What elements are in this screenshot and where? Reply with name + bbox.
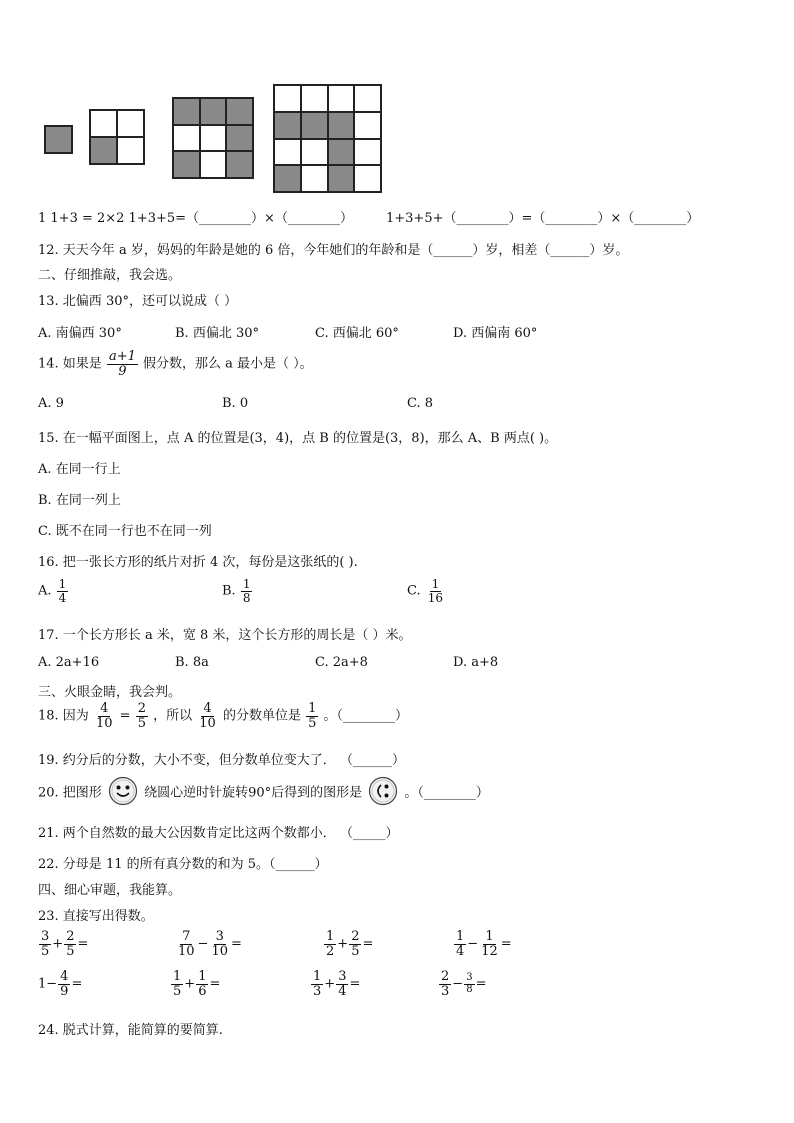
grid-cell-filled <box>173 98 200 125</box>
q18-pre: 18. 因为 <box>38 708 89 724</box>
pattern-grid-2 <box>89 109 145 165</box>
q17-option-c: C. 2a+8 <box>315 655 368 670</box>
q23-r2-1-b <box>58 970 70 998</box>
q23-stem: 23. 直接写出得数。 <box>38 909 154 924</box>
num: 1 <box>198 969 207 984</box>
q16-stem: 16. 把一张长方形的纸片对折 4 次，每份是这张纸的( ). <box>38 555 358 570</box>
equals: = <box>231 936 242 952</box>
q16-option-a <box>38 578 69 604</box>
q20-pre: 20. 把图形 <box>38 785 102 801</box>
q18-frac-2 <box>136 702 148 730</box>
q18-mid: ，所以 <box>153 708 193 724</box>
q23-r2-2-b <box>196 970 208 998</box>
operator: + <box>184 976 196 992</box>
q23-row1-item-4 <box>453 930 512 958</box>
grid-cell-filled <box>173 151 200 178</box>
q18-frac-3-den: 10 <box>199 715 216 731</box>
q14-option-a: A. 9 <box>38 396 64 411</box>
den: 4 <box>456 943 465 959</box>
grid-cell-empty <box>354 139 381 166</box>
q13-option-d: D. 西偏南 60° <box>453 326 538 341</box>
den: 5 <box>41 943 50 959</box>
den: 5 <box>351 943 360 959</box>
section-2-heading: 二、仔细推敲，我会选。 <box>38 268 182 283</box>
q18-frac-2-num: 2 <box>137 701 146 716</box>
equals: = <box>71 976 83 992</box>
q16-label-a: A. <box>38 583 52 599</box>
q16-option-b <box>222 578 253 604</box>
den: 2 <box>326 943 335 959</box>
section-4-heading: 四、细心审题，我能算。 <box>38 883 182 898</box>
q16-frac-a-den: 4 <box>58 590 67 605</box>
q17-stem: 17. 一个长方形长 a 米，宽 8 米，这个长方形的周长是（ ）米。 <box>38 628 412 643</box>
q23-row2-item-3 <box>310 970 360 998</box>
q12-text: 12. 天天今年 a 岁，妈妈的年龄是她的 6 倍，今年她们的年龄和是（______）岁，相差（______）岁。 <box>38 243 629 258</box>
q17-option-a: A. 2a+16 <box>38 655 100 670</box>
q23-r1-2-a <box>176 930 197 958</box>
q17-option-b: B. 8a <box>175 655 209 670</box>
grid-cell-empty <box>354 165 381 192</box>
operator: + <box>52 936 64 952</box>
q16-frac-c-den: 16 <box>427 590 444 605</box>
q18-frac-3-num: 4 <box>203 701 212 716</box>
grid-cell-empty <box>117 137 144 164</box>
num: 1 <box>313 969 322 984</box>
q18-frac-1-num: 4 <box>100 701 109 716</box>
pattern-grid-1 <box>44 125 73 154</box>
q15-option-a: A. 在同一行上 <box>38 462 121 477</box>
equals: = <box>77 936 89 952</box>
q16-option-c <box>407 578 446 604</box>
q14-option-c: C. 8 <box>407 396 434 411</box>
equals: = <box>209 976 221 992</box>
q22-text: 22. 分母是 11 的所有真分数的和为 5。（______） <box>38 857 328 872</box>
q13-option-b: B. 西偏北 30° <box>175 326 259 341</box>
q20-post: 。（________） <box>404 785 489 801</box>
q19-text: 19. 约分后的分数，大小不变，但分数单位变大了． （______） <box>38 753 405 768</box>
grid-cell-empty <box>274 139 301 166</box>
grid-cell-filled <box>226 151 253 178</box>
q23-row1-item-1 <box>38 930 88 958</box>
q23-row2-item-2 <box>170 970 220 998</box>
q18-frac-2-den: 5 <box>137 715 146 731</box>
equals: = <box>349 976 361 992</box>
num: 3 <box>215 929 224 944</box>
q18-frac-1-den: 10 <box>95 715 113 731</box>
grid-cell-empty <box>328 85 355 112</box>
den: 6 <box>198 983 207 999</box>
pattern-grid-4 <box>273 84 382 193</box>
grid-cell-empty <box>301 165 328 192</box>
num: 7 <box>182 929 191 944</box>
q18-stem <box>38 702 408 730</box>
q11-line-b: 1+3+5+（________）=（________）×（________） <box>386 211 700 226</box>
q23-r2-4-a <box>439 970 451 998</box>
q18-mid2: 的分数单位是 <box>222 708 301 724</box>
q23-r2-2-a <box>171 970 183 998</box>
q15-stem: 15. 在一幅平面图上，点 A 的位置是(3，4)，点 B 的位置是(3，8)，那么 A、B 两点( )。 <box>38 431 558 446</box>
num: 1 <box>456 929 465 944</box>
num: 4 <box>60 969 69 984</box>
section-3-heading: 三、火眼金睛，我会判。 <box>38 685 182 700</box>
grid-cell-filled <box>301 112 328 139</box>
q14-pre: 14. 如果是 <box>38 356 102 372</box>
q23-row2-item-1 <box>38 970 82 998</box>
q20-stem <box>38 776 489 810</box>
q20-mid: 绕圆心逆时针旋转90°后得到的图形是 <box>144 785 363 801</box>
q14-frac-numerator: a+1 <box>108 349 136 364</box>
q16-frac-b <box>241 578 253 604</box>
whole-minus: 1− <box>38 976 58 992</box>
equals: = <box>475 976 487 992</box>
q21-text: 21. 两个自然数的最大公因数肯定比这两个数都小． （_____） <box>38 826 399 841</box>
grid-cell-filled <box>274 165 301 192</box>
num: 3 <box>338 969 347 984</box>
den: 12 <box>481 943 498 959</box>
q23-r2-4-b <box>464 973 474 995</box>
den: 3 <box>441 983 450 999</box>
grid-cell-empty <box>301 85 328 112</box>
operator: − <box>467 936 479 952</box>
grid-cell-empty <box>274 85 301 112</box>
q16-frac-c-num: 1 <box>431 577 440 591</box>
q16-label-b: B. <box>222 583 236 599</box>
smiley-face-icon <box>108 776 138 810</box>
q23-r2-3-a <box>311 970 323 998</box>
q23-row1-item-2 <box>175 930 242 958</box>
q13-stem: 13. 北偏西 30°，还可以说成（ ） <box>38 294 238 309</box>
operator: + <box>337 936 349 952</box>
num: 2 <box>441 969 450 984</box>
q14-stem <box>38 350 313 378</box>
q16-frac-a-num: 1 <box>58 577 67 591</box>
q11-line-a: 1 1+3 = 2×2 1+3+5=（________）×（________） <box>38 211 353 226</box>
rotated-smiley-face-icon <box>368 776 398 810</box>
q18-frac-4-num: 1 <box>308 701 317 716</box>
grid-cell-empty <box>117 110 144 137</box>
den: 10 <box>211 943 228 959</box>
den: 5 <box>66 943 75 959</box>
pattern-grid-3 <box>172 97 254 179</box>
grid-cell-filled <box>200 98 227 125</box>
q18-frac-4 <box>306 702 318 730</box>
grid-cell-filled <box>226 98 253 125</box>
q23-r2-3-b <box>336 970 348 998</box>
num: 1 <box>485 929 494 944</box>
grid-cell-filled <box>45 126 72 153</box>
q16-frac-c <box>426 578 445 604</box>
q14-option-b: B. 0 <box>222 396 249 411</box>
q23-r1-2-b <box>209 930 230 958</box>
grid-cell-filled <box>328 112 355 139</box>
q23-r1-1-a <box>39 930 51 958</box>
grid-cell-filled <box>226 125 253 152</box>
q24-text: 24. 脱式计算，能简算的要简算. <box>38 1023 223 1038</box>
q13-option-c: C. 西偏北 60° <box>315 326 399 341</box>
num: 3 <box>466 972 473 984</box>
q16-frac-b-num: 1 <box>242 577 251 591</box>
num: 2 <box>66 929 75 944</box>
den: 8 <box>466 983 473 995</box>
q15-option-b: B. 在同一列上 <box>38 493 121 508</box>
q16-frac-a <box>57 578 69 604</box>
equals: = <box>500 936 512 952</box>
den: 5 <box>173 983 182 999</box>
q16-frac-b-den: 8 <box>242 590 251 605</box>
q18-post: 。（________） <box>323 708 409 724</box>
grid-cell-filled <box>274 112 301 139</box>
q18-frac-3 <box>197 702 218 730</box>
den: 4 <box>338 983 347 999</box>
q23-r1-1-b <box>64 930 76 958</box>
grid-cell-empty <box>173 125 200 152</box>
grid-cell-empty <box>301 139 328 166</box>
q23-r1-3-a <box>324 930 336 958</box>
q18-frac-4-den: 5 <box>308 715 317 731</box>
operator: − <box>197 936 209 952</box>
q14-post: 假分数，那么 a 最小是（ ）。 <box>143 356 313 372</box>
grid-cell-empty <box>200 125 227 152</box>
q13-option-a: A. 南偏西 30° <box>38 326 122 341</box>
q23-r1-4-b <box>479 930 500 958</box>
grid-cell-filled <box>328 139 355 166</box>
q23-r1-4-a <box>454 930 466 958</box>
equals: = <box>362 936 374 952</box>
grid-cell-filled <box>90 137 117 164</box>
grid-cell-empty <box>200 151 227 178</box>
grid-cell-empty <box>90 110 117 137</box>
q18-frac-1 <box>94 702 115 730</box>
num: 1 <box>326 929 335 944</box>
den: 9 <box>60 983 69 999</box>
q14-frac-denominator: 9 <box>118 363 127 379</box>
den: 3 <box>313 983 322 999</box>
operator: − <box>452 976 464 992</box>
q23-r1-3-b <box>349 930 361 958</box>
grid-cell-empty <box>354 112 381 139</box>
num: 1 <box>173 969 182 984</box>
grid-cell-empty <box>354 85 381 112</box>
q23-row2-item-4 <box>438 970 486 998</box>
num: 3 <box>41 929 50 944</box>
den: 10 <box>178 943 195 959</box>
q16-label-c: C. <box>407 583 421 599</box>
operator: + <box>324 976 336 992</box>
num: 2 <box>351 929 360 944</box>
q15-option-c: C. 既不在同一行也不在同一列 <box>38 524 212 539</box>
q23-row1-item-3 <box>323 930 373 958</box>
q18-equals: = <box>119 708 131 724</box>
q14-fraction <box>107 350 138 378</box>
grid-cell-filled <box>328 165 355 192</box>
q17-option-d: D. a+8 <box>453 655 499 670</box>
